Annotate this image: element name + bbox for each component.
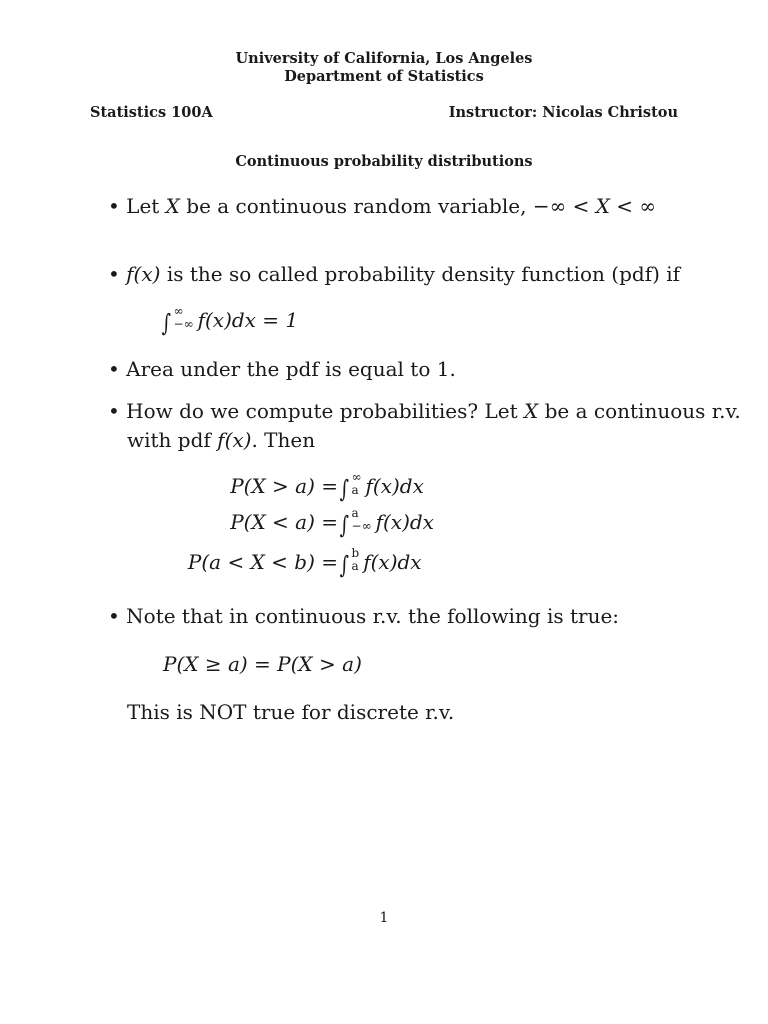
bullet-text: with pdf (127, 428, 211, 452)
equation-lhs: P(X > a) = (230, 474, 338, 498)
bullet-item-2 (108, 262, 680, 286)
probability-equation-2 (160, 505, 434, 539)
bullet-text: be a continuous random variable, (186, 194, 527, 218)
bullet-text: How do we compute probabilities? Let (126, 399, 518, 423)
bullet-text: Note that in continuous r.v. the following is true: (126, 604, 620, 628)
integral-icon: ∫ (339, 475, 349, 503)
page-number: 1 (379, 910, 389, 926)
integral-limits (351, 505, 372, 533)
bullet-marker: • (108, 604, 120, 628)
bullet-item-4 (108, 399, 741, 423)
bullet-text: . Then (251, 428, 316, 452)
equation-lhs: P(a < X < b) = (187, 550, 338, 574)
discrete-note: This is NOT true for discrete r.v. (127, 700, 455, 724)
integral-icon: ∫ (339, 511, 349, 539)
inequality-equation: P(X ≥ a) = P(X > a) (163, 652, 362, 676)
bullet-marker: • (108, 399, 120, 423)
integral-limits (173, 303, 194, 331)
upper-limit: b (351, 545, 360, 560)
variable-x: X (165, 194, 180, 218)
range-expression: −∞ < X < ∞ (532, 194, 657, 218)
integrand: f(x)dx (365, 474, 424, 498)
department-name: Department of Statistics (284, 68, 484, 85)
upper-limit: ∞ (351, 469, 362, 484)
bullet-text: Area under the pdf is equal to 1. (126, 357, 456, 381)
pdf-symbol: f(x) (126, 262, 161, 286)
bullet-marker: • (108, 357, 120, 381)
probability-equation-3 (160, 545, 422, 579)
bullet-text: Let (126, 194, 160, 218)
integral-icon: ∫ (161, 309, 171, 337)
normalization-equation (160, 303, 299, 337)
lower-limit: a (351, 482, 359, 497)
bullet-text: is the so called probability density function (pdf) if (166, 262, 681, 286)
university-name: University of California, Los Angeles (235, 50, 533, 67)
bullet-marker: • (108, 262, 120, 286)
instructor-name: Instructor: Nicolas Christou (448, 104, 678, 121)
integrand: f(x)dx = 1 (197, 308, 299, 332)
probability-equation-1 (160, 469, 424, 503)
equation-lhs: P(X < a) = (230, 510, 338, 534)
pdf-symbol: f(x) (217, 428, 252, 452)
integral-limits (351, 469, 362, 497)
integral-limits (351, 545, 360, 573)
upper-limit: ∞ (173, 303, 184, 318)
integral-icon: ∫ (339, 551, 349, 579)
variable-x: X (524, 399, 539, 423)
integrand: f(x)dx (363, 550, 422, 574)
bullet-item-5 (108, 604, 619, 628)
bullet-text: be a continuous r.v. (544, 399, 741, 423)
lower-limit: −∞ (351, 518, 372, 533)
bullet-item-1 (108, 194, 656, 218)
lower-limit: −∞ (173, 316, 194, 331)
lower-limit: a (351, 558, 359, 573)
bullet-item-4-continuation (127, 428, 315, 452)
upper-limit: a (351, 505, 359, 520)
integrand: f(x)dx (375, 510, 434, 534)
document-title: Continuous probability distributions (235, 153, 533, 170)
course-name: Statistics 100A (90, 104, 213, 121)
bullet-marker: • (108, 194, 120, 218)
bullet-item-3 (108, 357, 456, 381)
